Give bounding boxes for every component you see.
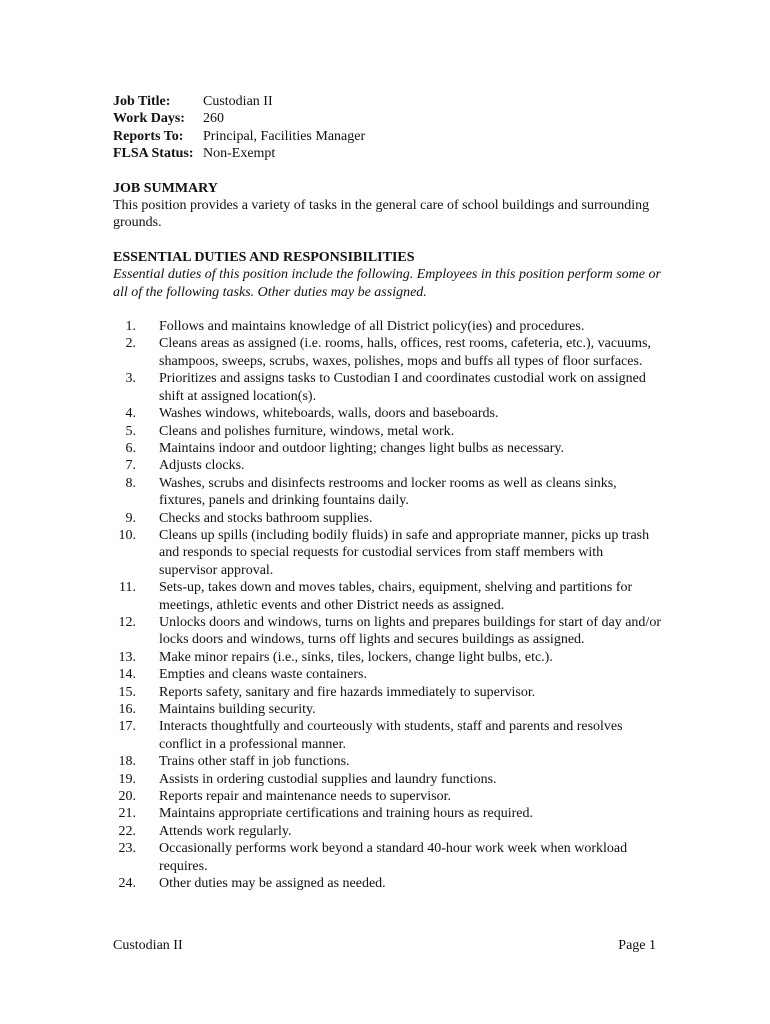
duty-number: 3. [125,371,136,387]
duty-gap [136,684,159,701]
duty-number: 7. [125,458,136,474]
duty-gap [136,318,159,335]
duty-number: 21. [118,806,136,822]
duty-item [113,475,661,510]
duty-number: 17. [118,719,136,735]
duty-text: Washes windows, whiteboards, walls, doors and baseboards. [159,406,499,422]
duties-list [113,318,661,892]
duty-number: 15. [118,684,136,700]
duty-text: Interacts thoughtfully and courteously with students, staff and parents and resolves conflict in a professional manner. [159,719,623,752]
duty-number: 13. [118,649,136,665]
duty-number: 5. [125,423,136,439]
duty-text: Empties and cleans waste containers. [159,667,367,683]
duty-text: Maintains indoor and outdoor lighting; changes light bulbs as necessary. [159,440,565,456]
duty-number: 4. [125,406,136,422]
duty-gap [136,805,159,822]
duty-gap [136,579,159,614]
duty-number: 6. [125,440,136,456]
meta-label: Work Days: [113,111,185,127]
duty-gap [136,771,159,788]
duty-item [113,684,661,701]
duty-number: 10. [118,527,136,543]
duty-number: 11. [119,580,136,596]
duty-number: 16. [118,702,136,717]
duty-number: 19. [118,771,136,787]
duty-item [113,649,661,666]
duty-item [113,527,661,579]
meta-row-reports-to [113,128,661,145]
duty-text: Other duties may be assigned as needed. [159,876,386,892]
duty-text: Cleans and polishes furniture, windows, metal work. [159,423,455,439]
duty-gap [136,457,159,474]
duty-text: Reports repair and maintenance needs to supervisor. [159,789,451,805]
meta-label: Reports To: [113,128,184,144]
duty-text: Occasionally performs work beyond a standard 40-hour work week when workload requires. [159,841,628,874]
duty-text: Assists in ordering custodial supplies and laundry functions. [159,771,497,787]
duty-number: 20. [118,789,136,805]
job-summary-heading: JOB SUMMARY [113,180,218,196]
meta-value: 260 [203,111,224,127]
page-footer [113,937,656,954]
duty-text: Cleans up spills (including bodily fluids) in safe and appropriate manner, picks up trash and responds to special requests for custodial services from staff members with supervisor approval. [159,527,650,578]
duty-item [113,701,661,718]
duty-item [113,771,661,788]
duty-text: Prioritizes and assigns tasks to Custodian I and coordinates custodial work on assigned shift at assigned location(s). [159,371,646,404]
duty-text: Washes, scrubs and disinfects restrooms and locker rooms as well as cleans sinks, fixtures, panels and drinking fountains daily. [159,475,617,509]
duty-item [113,423,661,440]
duty-gap [136,701,159,718]
duty-item [113,405,661,422]
meta-value: Custodian II [203,94,273,109]
meta-value: Principal, Facilities Manager [203,128,366,144]
job-summary-text: This position provides a variety of tasks in the general care of school buildings and surrounding grounds. [113,198,650,231]
duty-number: 18. [118,754,136,770]
duty-item [113,510,661,527]
duty-gap [136,614,159,649]
meta-row-flsa-status [113,145,661,162]
duty-text: Attends work regularly. [159,823,292,839]
duty-item [113,840,661,875]
duty-gap [136,840,159,875]
duty-item [113,318,661,335]
duty-item [113,823,661,840]
duty-number: 24. [118,876,136,892]
duty-gap [136,527,159,579]
duty-text: Checks and stocks bathroom supplies. [159,510,373,526]
duty-text: Maintains building security. [159,702,316,717]
duty-gap [136,649,159,666]
duty-item [113,457,661,474]
duty-gap [136,753,159,770]
duty-gap [136,423,159,440]
duty-gap [136,510,159,527]
duty-item [113,718,661,753]
meta-row-job-title [113,93,661,110]
duty-item [113,579,661,614]
duty-text: Cleans areas as assigned (i.e. rooms, halls, offices, rest rooms, cafeteria, etc.), vacuums, shampoos, sweeps, scrubs, waxes, polishes, mops and buffs all types of floor surfaces. [159,336,651,369]
document-body [113,93,661,892]
duty-gap [136,718,159,753]
duty-number: 8. [125,475,136,491]
duty-gap [136,370,159,405]
duty-gap [136,788,159,805]
duty-text: Make minor repairs (i.e., sinks, tiles, lockers, change light bulbs, etc.). [159,649,553,665]
footer-title: Custodian II [113,938,183,953]
duty-text: Sets-up, takes down and moves tables, chairs, equipment, shelving and partitions for meetings, athletic events and other District needs as assigned. [159,580,633,613]
meta-row-work-days [113,110,661,127]
duty-gap [136,405,159,422]
duty-gap [136,335,159,370]
job-summary-section [113,180,661,232]
duty-number: 14. [118,667,136,683]
duty-text: Reports safety, sanitary and fire hazards immediately to supervisor. [159,684,536,700]
duty-item [113,788,661,805]
job-meta [113,93,661,163]
duty-text: Trains other staff in job functions. [159,754,350,770]
duty-item [113,614,661,649]
duty-text: Follows and maintains knowledge of all District policy(ies) and procedures. [159,319,585,335]
duty-item [113,440,661,457]
duty-gap [136,440,159,457]
duties-intro: Essential duties of this position include the following. Employees in this position perform some or all of the following tasks. Other duties may be assigned. [113,267,661,300]
duty-number: 23. [118,841,136,857]
duty-text: Maintains appropriate certifications and training hours as required. [159,806,533,822]
duty-gap [136,823,159,840]
duty-item [113,666,661,683]
duty-text: Adjusts clocks. [159,458,245,474]
meta-value: Non-Exempt [203,146,276,162]
duty-number: 1. [125,319,136,335]
duty-item [113,753,661,770]
duty-gap [136,666,159,683]
duty-item [113,805,661,822]
meta-label: Job Title: [113,94,171,109]
duty-text: Unlocks doors and windows, turns on lights and prepares buildings for start of day and/or locks doors and windows, turns off lights and secures buildings as assigned. [159,614,661,648]
page-number: Page 1 [618,938,656,953]
duty-number: 12. [118,614,136,630]
duty-item [113,875,661,892]
duty-number: 22. [118,823,136,839]
duty-item [113,370,661,405]
duty-number: 2. [125,336,136,352]
meta-label: FLSA Status: [113,146,194,162]
duties-heading: ESSENTIAL DUTIES AND RESPONSIBILITIES [113,249,415,265]
duties-section [113,249,661,893]
duty-item [113,335,661,370]
duty-gap [136,875,159,892]
duty-number: 9. [125,510,136,526]
duty-gap [136,475,159,510]
